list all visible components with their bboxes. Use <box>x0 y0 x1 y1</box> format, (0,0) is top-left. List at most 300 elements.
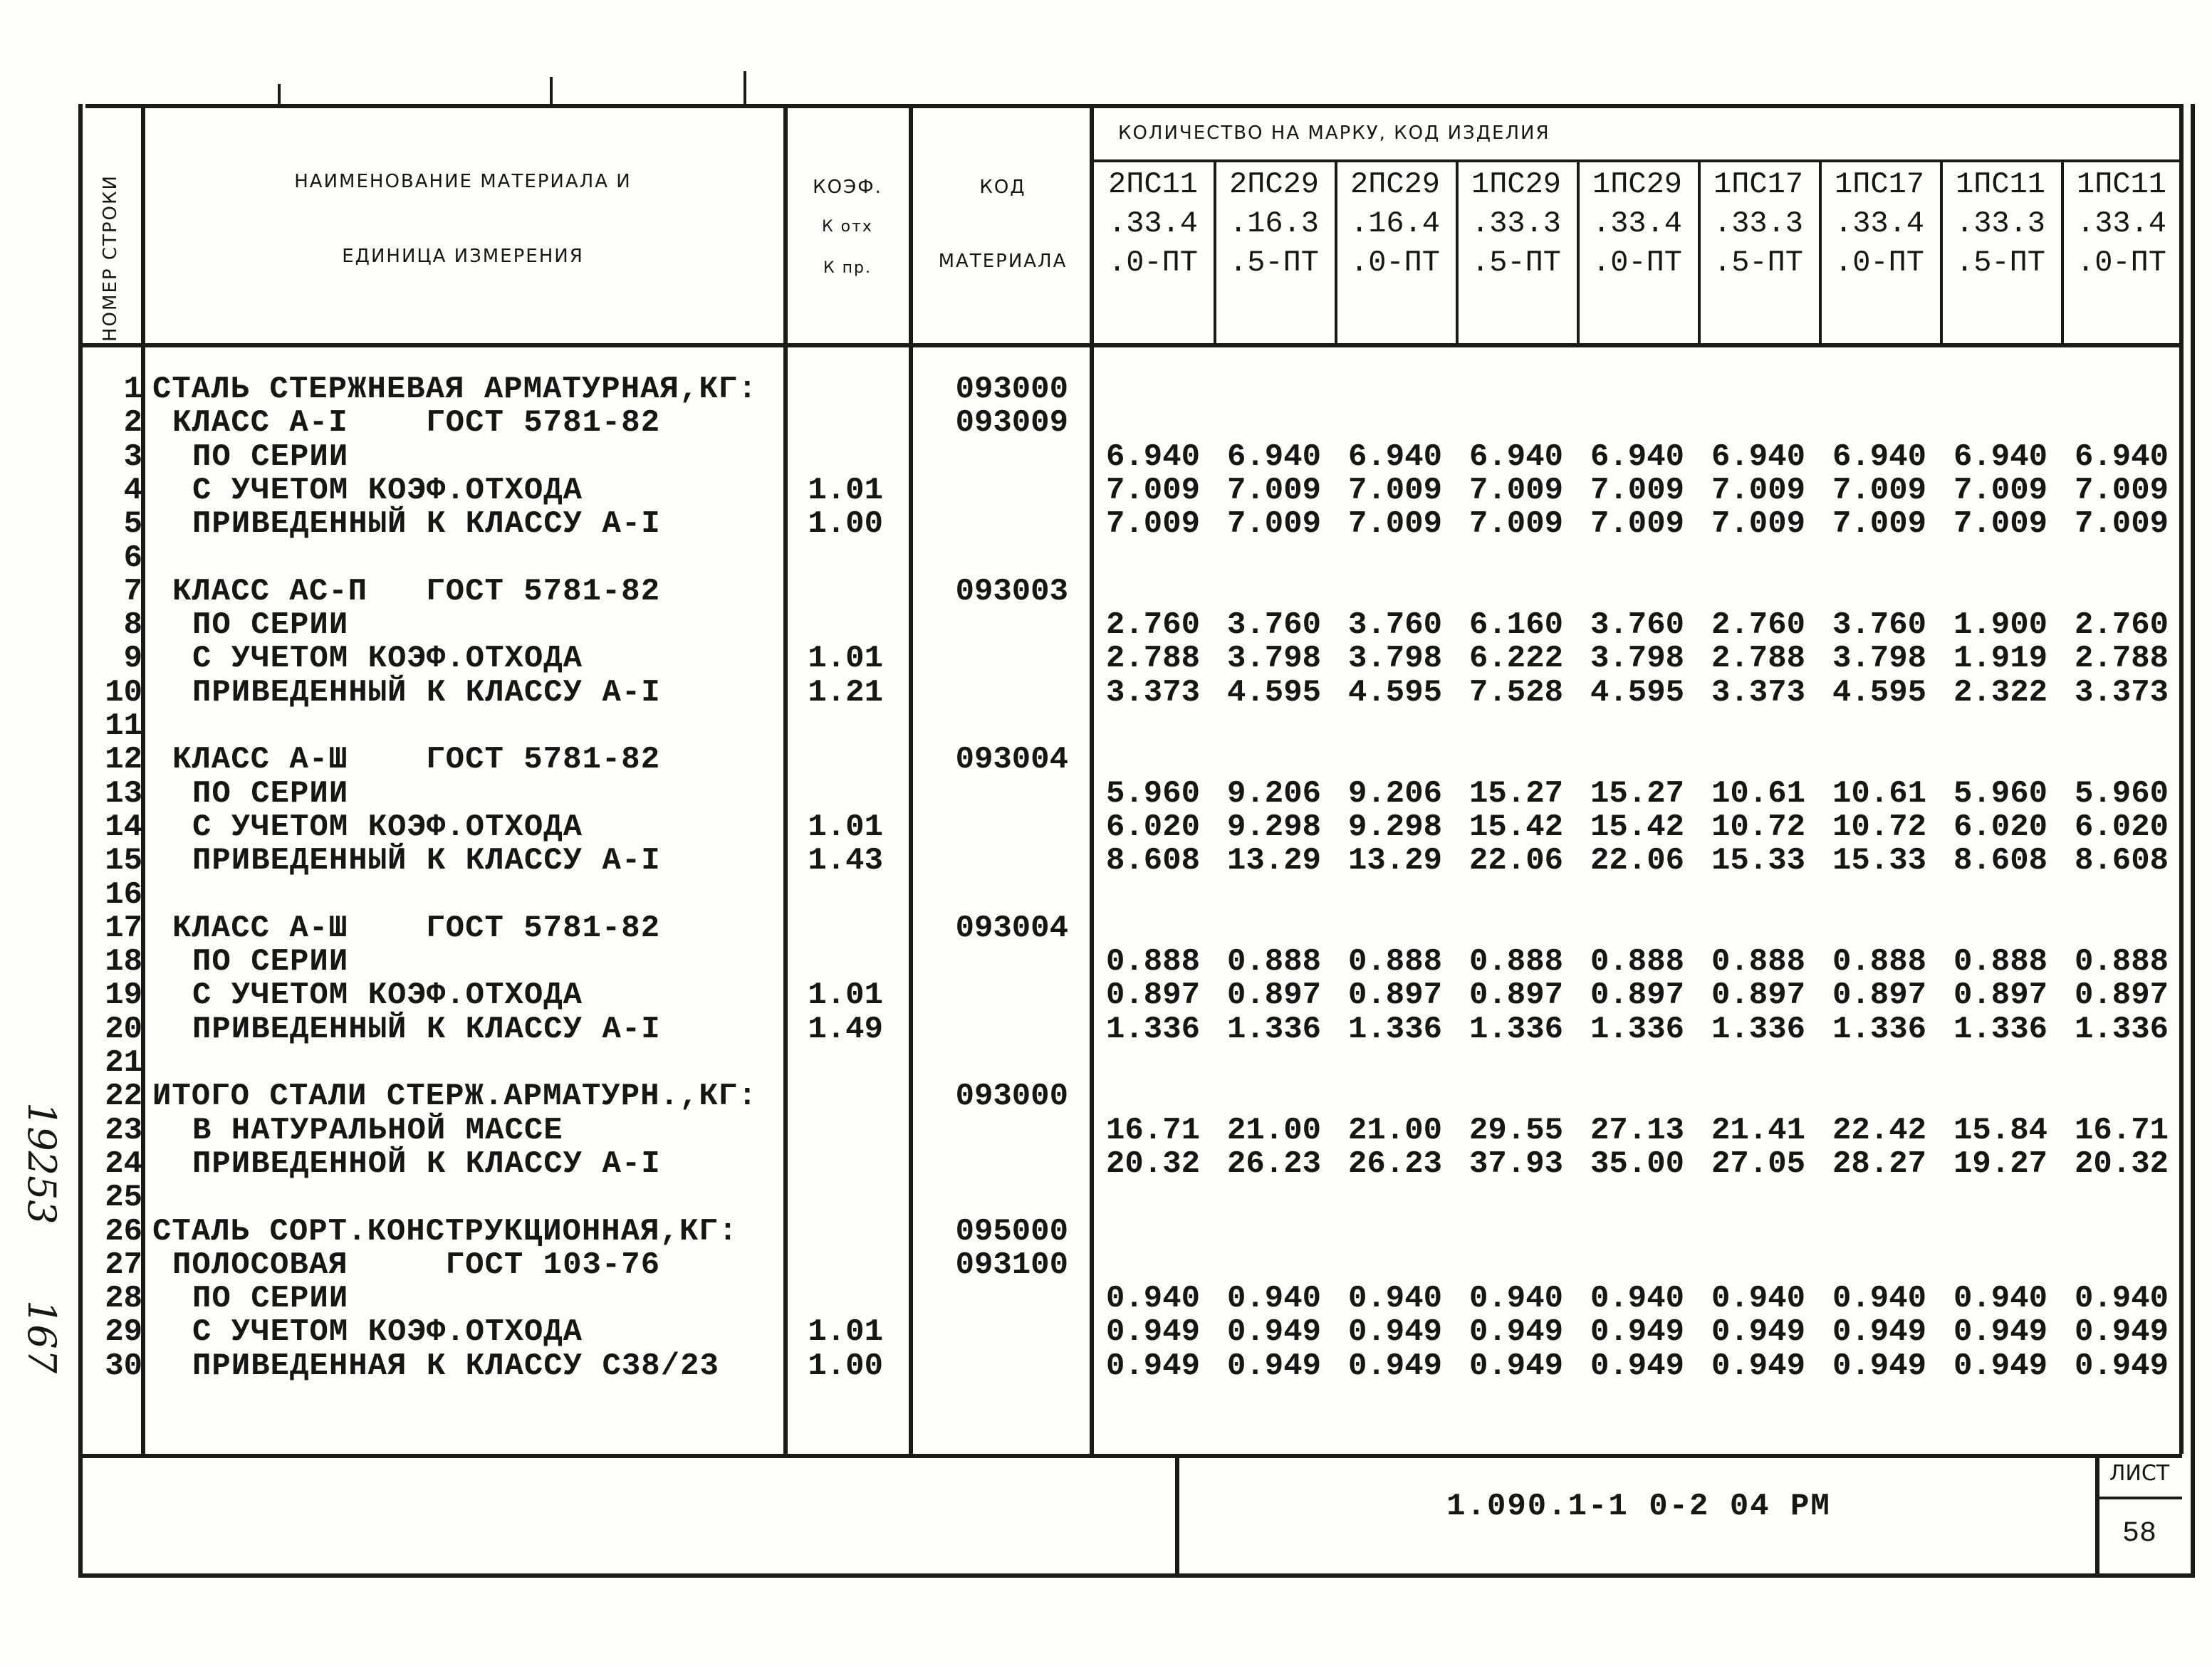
quantity-cell: 6.940 <box>1590 439 1685 475</box>
row-number: 1 <box>123 372 142 407</box>
quantity-cell: 6.222 <box>1468 641 1564 677</box>
quantity-cell: 21.41 <box>1711 1112 1806 1148</box>
material-name: ПОЛОСОВАЯ ГОСТ 103-76 <box>172 1247 661 1283</box>
product-code-line: .33.3 <box>1471 206 1562 241</box>
quantity-cell: 2.322 <box>1953 674 2048 711</box>
product-code-line: .33.4 <box>1834 206 1925 241</box>
row-number: 6 <box>123 540 142 576</box>
product-code-line: 1ПС11 <box>2076 167 2167 201</box>
quantity-cell: 0.949 <box>1590 1348 1685 1384</box>
quantity-cell: 0.897 <box>1468 978 1564 1014</box>
quantity-cell: 6.020 <box>1953 809 2048 845</box>
quantity-cell: 10.72 <box>1832 809 1927 845</box>
quantity-cell: 4.595 <box>1347 674 1443 711</box>
product-code-line: .33.3 <box>1713 206 1804 241</box>
sheet-label: ЛИСТ <box>2109 1461 2170 1486</box>
product-code-line: .0-ПТ <box>1350 246 1441 280</box>
quantity-cell: 0.940 <box>1711 1281 1806 1317</box>
product-code-line: 2ПС11 <box>1107 167 1199 201</box>
table-row <box>0 777 2212 811</box>
quantity-cell: 1.336 <box>1711 1011 1806 1047</box>
quantity-cell: 1.336 <box>1468 1011 1564 1047</box>
quantity-cell: 0.897 <box>1590 978 1685 1014</box>
row-number: 18 <box>105 944 142 980</box>
table-row <box>0 1080 2212 1114</box>
table-row <box>0 844 2212 878</box>
quantity-cell: 0.949 <box>1468 1348 1564 1384</box>
quantity-cell: 0.940 <box>2074 1281 2169 1317</box>
table-row <box>0 1316 2212 1349</box>
quantity-cell: 0.897 <box>1953 978 2048 1014</box>
material-code: 093000 <box>955 372 1068 407</box>
quantity-cell: 1.336 <box>2074 1011 2169 1047</box>
quantity-cell: 26.23 <box>1226 1146 1322 1182</box>
coefficient: 1.01 <box>808 1314 883 1351</box>
code-header-line1: КОД <box>979 177 1026 198</box>
row-number: 14 <box>105 809 142 845</box>
coef-header-line2: К отх <box>822 218 873 236</box>
quantity-cell: 1.336 <box>1953 1011 2048 1047</box>
quantity-cell: 8.608 <box>1105 843 1201 879</box>
quantity-cell: 2.760 <box>2074 607 2169 644</box>
page-mark: 167 <box>19 1300 64 1374</box>
table-row <box>0 542 2212 575</box>
coefficient: 1.21 <box>808 674 883 711</box>
table-row <box>0 407 2212 440</box>
quantity-cell: 1.900 <box>1953 607 2048 644</box>
table-row <box>0 1215 2212 1249</box>
table-row <box>0 1013 2212 1047</box>
quantity-cell: 3.760 <box>1347 607 1443 644</box>
material-name: ПРИВЕДЕННЫЙ К КЛАССУ А-I <box>192 674 661 711</box>
row-number-header: НОМЕР СТРОКИ <box>100 174 121 342</box>
quantity-cell: 9.298 <box>1226 809 1322 845</box>
quantity-cell: 22.06 <box>1590 843 1685 879</box>
inventory-number: 19253 <box>19 1102 64 1225</box>
quantity-cell: 0.940 <box>1105 1281 1201 1317</box>
quantity-cell: 3.760 <box>1832 607 1927 644</box>
quantity-cell: 35.00 <box>1590 1146 1685 1182</box>
quantity-cell: 2.788 <box>1105 641 1201 677</box>
product-code-header <box>1457 165 1575 343</box>
material-code: 093003 <box>955 573 1068 609</box>
coefficient: 1.00 <box>808 506 883 543</box>
product-code-line: .0-ПТ <box>1592 246 1683 280</box>
quantity-cell: 1.336 <box>1226 1011 1322 1047</box>
rule-sheet-box <box>2098 1497 2182 1499</box>
material-name: КЛАСС А-Ш ГОСТ 5781-82 <box>172 910 661 946</box>
row-number: 3 <box>123 439 142 475</box>
table-row <box>0 1114 2212 1148</box>
quantity-cell: 3.798 <box>1590 641 1685 677</box>
table-row <box>0 474 2212 508</box>
quantity-cell: 6.940 <box>1953 439 2048 475</box>
material-name: С УЧЕТОМ КОЭФ.ОТХОДА <box>192 641 583 677</box>
quantity-cell: 28.27 <box>1832 1146 1927 1182</box>
quantity-cell: 7.009 <box>1226 506 1322 543</box>
product-code-line: 1ПС29 <box>1592 167 1683 201</box>
row-number: 25 <box>105 1180 142 1216</box>
quantity-cell: 0.949 <box>1711 1314 1806 1351</box>
quantity-cell: 1.336 <box>1832 1011 1927 1047</box>
material-name: ПО СЕРИИ <box>192 439 349 475</box>
material-code: 093009 <box>955 405 1068 441</box>
product-code-line: 2ПС29 <box>1350 167 1441 201</box>
product-code-line: .5-ПТ <box>1955 246 2046 280</box>
quantity-cell: 6.940 <box>1711 439 1806 475</box>
quantity-cell: 15.33 <box>1711 843 1806 879</box>
quantity-cell: 0.888 <box>1468 944 1564 980</box>
material-name: С УЧЕТОМ КОЭФ.ОТХОДА <box>192 472 583 508</box>
quantity-cell: 2.788 <box>2074 641 2169 677</box>
quantity-cell: 21.00 <box>1347 1112 1443 1148</box>
coefficient: 1.43 <box>808 843 883 879</box>
product-code-header <box>1336 165 1454 343</box>
name-header-line1: НАИМЕНОВАНИЕ МАТЕРИАЛА И <box>294 171 632 192</box>
row-number: 30 <box>105 1348 142 1384</box>
row-number: 26 <box>105 1213 142 1250</box>
quantity-cell: 0.949 <box>1953 1348 2048 1384</box>
coefficient: 1.01 <box>808 472 883 508</box>
product-code-line: .5-ПТ <box>1228 246 1320 280</box>
table-row <box>0 609 2212 642</box>
quantity-cell: 22.42 <box>1832 1112 1927 1148</box>
coef-header-line3: К пр. <box>823 259 872 277</box>
product-code-header <box>1578 165 1696 343</box>
quantity-cell: 10.61 <box>1711 775 1806 812</box>
row-number: 19 <box>105 978 142 1014</box>
product-code-header <box>2062 165 2181 343</box>
product-code-line: .33.3 <box>1955 206 2046 241</box>
table-row <box>0 811 2212 844</box>
quantity-cell: 0.888 <box>2074 944 2169 980</box>
material-name: ПРИВЕДЕННЫЙ К КЛАССУ А-I <box>192 843 661 879</box>
quantity-cell: 0.949 <box>1105 1314 1201 1351</box>
quantity-cell: 2.760 <box>1711 607 1806 644</box>
material-name: КЛАСС АС-П ГОСТ 5781-82 <box>172 573 661 609</box>
quantity-cell: 7.009 <box>1590 506 1685 543</box>
material-name: ПО СЕРИИ <box>192 775 349 812</box>
quantity-cell: 16.71 <box>1105 1112 1201 1148</box>
quantity-cell: 4.595 <box>1832 674 1927 711</box>
material-code: 095000 <box>955 1213 1068 1250</box>
quantity-cell: 27.13 <box>1590 1112 1685 1148</box>
quantity-cell: 7.528 <box>1468 674 1564 711</box>
quantity-cell: 3.760 <box>1226 607 1322 644</box>
material-name: ПО СЕРИИ <box>192 944 349 980</box>
quantity-cell: 1.336 <box>1347 1011 1443 1047</box>
quantity-cell: 37.93 <box>1468 1146 1564 1182</box>
product-code-line: .5-ПТ <box>1713 246 1804 280</box>
product-code-line: .0-ПТ <box>1107 246 1199 280</box>
coefficient: 1.49 <box>808 1011 883 1047</box>
quantity-cell: 0.897 <box>1832 978 1927 1014</box>
quantity-cell: 21.00 <box>1226 1112 1322 1148</box>
quantity-cell: 8.608 <box>1953 843 2048 879</box>
quantity-cell: 15.42 <box>1590 809 1685 845</box>
quantity-cell: 9.298 <box>1347 809 1443 845</box>
row-number: 4 <box>123 472 142 508</box>
product-code-line: .33.4 <box>1592 206 1683 241</box>
quantity-cell: 7.009 <box>1347 472 1443 508</box>
quantity-cell: 0.949 <box>1105 1348 1201 1384</box>
material-name: С УЧЕТОМ КОЭФ.ОТХОДА <box>192 978 583 1014</box>
name-header-line2: ЕДИНИЦА ИЗМЕРЕНИЯ <box>342 246 584 267</box>
quantity-cell: 9.206 <box>1226 775 1322 812</box>
row-number: 29 <box>105 1314 142 1351</box>
quantity-cell: 0.897 <box>1105 978 1201 1014</box>
quantity-cell: 3.373 <box>1711 674 1806 711</box>
row-number: 23 <box>105 1112 142 1148</box>
quantity-cell: 0.949 <box>1226 1314 1322 1351</box>
quantity-cell: 0.949 <box>2074 1348 2169 1384</box>
rule-qty-header <box>1094 159 2181 162</box>
product-code-line: 1ПС11 <box>1955 167 2046 201</box>
quantity-cell: 26.23 <box>1347 1146 1443 1182</box>
product-code-line: 1ПС17 <box>1834 167 1925 201</box>
table-row <box>0 441 2212 474</box>
quantity-cell: 0.949 <box>1832 1348 1927 1384</box>
quantity-cell: 7.009 <box>2074 506 2169 543</box>
quantity-cell: 0.949 <box>1711 1348 1806 1384</box>
table-row <box>0 1282 2212 1316</box>
table-row <box>0 1047 2212 1080</box>
product-code-line: .16.4 <box>1350 206 1441 241</box>
quantity-cell: 0.949 <box>2074 1314 2169 1351</box>
quantity-cell: 7.009 <box>1832 506 1927 543</box>
quantity-cell: 0.897 <box>1711 978 1806 1014</box>
quantity-cell: 27.05 <box>1711 1146 1806 1182</box>
quantity-cell: 0.949 <box>1347 1314 1443 1351</box>
quantity-cell: 0.888 <box>1347 944 1443 980</box>
table-row <box>0 876 2212 913</box>
table-row <box>0 508 2212 541</box>
quantity-cell: 19.27 <box>1953 1146 2048 1182</box>
row-number: 22 <box>105 1079 142 1115</box>
quantity-cell: 0.940 <box>1226 1281 1322 1317</box>
quantity-cell: 7.009 <box>1105 506 1201 543</box>
quantity-cell: 7.009 <box>1226 472 1322 508</box>
material-code: 093100 <box>955 1247 1068 1283</box>
product-code-line: 1ПС29 <box>1471 167 1562 201</box>
quantity-cell: 0.949 <box>1226 1348 1322 1384</box>
row-number: 11 <box>105 708 142 744</box>
material-name: ПРИВЕДЕННАЯ К КЛАССУ С38/23 <box>192 1348 719 1384</box>
table-row <box>0 575 2212 609</box>
material-name: СТАЛЬ СОРТ.КОНСТРУКЦИОННАЯ,КГ: <box>152 1213 739 1250</box>
quantity-cell: 13.29 <box>1226 843 1322 879</box>
product-code-header <box>1699 165 1817 343</box>
table-row <box>0 1181 2212 1215</box>
table-row <box>0 642 2212 676</box>
quantity-cell: 0.888 <box>1590 944 1685 980</box>
quantity-cell: 4.595 <box>1590 674 1685 711</box>
row-number: 12 <box>105 742 142 778</box>
quantity-cell: 7.009 <box>1953 472 2048 508</box>
row-number: 20 <box>105 1011 142 1047</box>
quantity-cell: 2.788 <box>1711 641 1806 677</box>
quantity-cell: 6.020 <box>2074 809 2169 845</box>
quantity-cell: 22.06 <box>1468 843 1564 879</box>
quantity-cell: 5.960 <box>2074 775 2169 812</box>
row-number: 16 <box>105 876 142 913</box>
quantity-cell: 5.960 <box>1953 775 2048 812</box>
material-name: ПРИВЕДЕННЫЙ К КЛАССУ А-I <box>192 506 661 543</box>
coef-header-line1: КОЭФ. <box>813 177 882 198</box>
quantity-cell: 6.020 <box>1105 809 1201 845</box>
quantity-cell: 6.940 <box>1468 439 1564 475</box>
coefficient: 1.01 <box>808 978 883 1014</box>
quantity-cell: 0.949 <box>1347 1348 1443 1384</box>
material-name: ПО СЕРИИ <box>192 607 349 644</box>
quantity-cell: 6.940 <box>1105 439 1201 475</box>
quantity-cell: 3.798 <box>1347 641 1443 677</box>
quantity-cell: 10.61 <box>1832 775 1927 812</box>
border-tick <box>278 84 281 105</box>
quantity-cell: 0.897 <box>1226 978 1322 1014</box>
product-code-line: .33.4 <box>2076 206 2167 241</box>
quantity-cell: 0.949 <box>1832 1314 1927 1351</box>
product-code-line: .0-ПТ <box>2076 246 2167 280</box>
table-row <box>0 912 2212 945</box>
material-name: С УЧЕТОМ КОЭФ.ОТХОДА <box>192 809 583 845</box>
quantity-cell: 8.608 <box>2074 843 2169 879</box>
material-name: В НАТУРАЛЬНОЙ МАССЕ <box>192 1112 563 1148</box>
quantity-cell: 3.373 <box>1105 674 1201 711</box>
quantity-cell: 0.949 <box>1590 1314 1685 1351</box>
sheet-number: 58 <box>2122 1518 2156 1550</box>
quantity-cell: 3.798 <box>1226 641 1322 677</box>
table-row <box>0 1350 2212 1383</box>
row-number: 27 <box>105 1247 142 1283</box>
quantity-cell: 0.949 <box>1468 1314 1564 1351</box>
quantity-cell: 7.009 <box>1105 472 1201 508</box>
table-row <box>0 676 2212 710</box>
border-tick <box>550 77 553 105</box>
product-code-line: 2ПС29 <box>1228 167 1320 201</box>
row-number: 21 <box>105 1045 142 1081</box>
quantity-cell: 7.009 <box>1468 506 1564 543</box>
product-code-header <box>1941 165 2060 343</box>
table-row <box>0 710 2212 743</box>
quantity-cell: 3.760 <box>1590 607 1685 644</box>
product-code-header <box>1215 165 1333 343</box>
quantity-cell: 15.27 <box>1468 775 1564 812</box>
material-name: ИТОГО СТАЛИ СТЕРЖ.АРМАТУРН.,КГ: <box>152 1079 758 1115</box>
row-number: 24 <box>105 1146 142 1182</box>
quantity-cell: 7.009 <box>2074 472 2169 508</box>
quantity-cell: 0.888 <box>1226 944 1322 980</box>
document-code: 1.090.1-1 0-2 04 РМ <box>1446 1489 1831 1524</box>
quantity-cell: 7.009 <box>1711 506 1806 543</box>
quantity-cell: 0.897 <box>1347 978 1443 1014</box>
row-number: 9 <box>123 641 142 677</box>
quantity-cell: 7.009 <box>1832 472 1927 508</box>
coefficient: 1.01 <box>808 641 883 677</box>
quantity-cell: 7.009 <box>1953 506 2048 543</box>
quantity-cell: 15.84 <box>1953 1112 2048 1148</box>
material-code: 093000 <box>955 1079 1068 1115</box>
product-code-line: .16.3 <box>1228 206 1320 241</box>
quantity-cell: 13.29 <box>1347 843 1443 879</box>
quantity-cell: 3.373 <box>2074 674 2169 711</box>
row-number: 28 <box>105 1281 142 1317</box>
quantity-cell: 5.960 <box>1105 775 1201 812</box>
product-code-header <box>1820 165 1939 343</box>
quantity-cell: 7.009 <box>1468 472 1564 508</box>
quantity-cell: 0.940 <box>1590 1281 1685 1317</box>
quantity-cell: 6.160 <box>1468 607 1564 644</box>
quantity-cell: 0.940 <box>1468 1281 1564 1317</box>
qty-header: КОЛИЧЕСТВО НА МАРКУ, КОД ИЗДЕЛИЯ <box>1118 122 1550 144</box>
quantity-cell: 0.940 <box>1347 1281 1443 1317</box>
quantity-cell: 6.940 <box>1347 439 1443 475</box>
material-name: С УЧЕТОМ КОЭФ.ОТХОДА <box>192 1314 583 1351</box>
row-number: 5 <box>123 506 142 543</box>
material-code: 093004 <box>955 742 1068 778</box>
quantity-cell: 0.888 <box>1953 944 2048 980</box>
product-code-header <box>1094 165 1212 343</box>
quantity-cell: 15.33 <box>1832 843 1927 879</box>
quantity-cell: 0.940 <box>1832 1281 1927 1317</box>
row-number: 13 <box>105 775 142 812</box>
quantity-cell: 0.888 <box>1105 944 1201 980</box>
quantity-cell: 7.009 <box>1711 472 1806 508</box>
quantity-cell: 6.940 <box>1226 439 1322 475</box>
material-name: СТАЛЬ СТЕРЖНЕВАЯ АРМАТУРНАЯ,КГ: <box>152 372 758 407</box>
product-code-line: .33.4 <box>1107 206 1199 241</box>
table-row <box>0 373 2212 407</box>
table-row <box>0 1148 2212 1181</box>
quantity-cell: 7.009 <box>1590 472 1685 508</box>
rule-header-bottom <box>78 343 2182 347</box>
quantity-cell: 4.595 <box>1226 674 1322 711</box>
table-row <box>0 743 2212 777</box>
coefficient: 1.00 <box>808 1348 883 1384</box>
material-name: КЛАСС А-I ГОСТ 5781-82 <box>172 405 661 441</box>
quantity-cell: 0.949 <box>1953 1314 2048 1351</box>
material-name: КЛАСС А-Ш ГОСТ 5781-82 <box>172 742 661 778</box>
row-number: 17 <box>105 910 142 946</box>
quantity-cell: 0.897 <box>2074 978 2169 1014</box>
row-number: 7 <box>123 573 142 609</box>
row-number: 15 <box>105 843 142 879</box>
code-header-line2: МАТЕРИАЛА <box>938 251 1068 272</box>
product-code-line: 1ПС17 <box>1713 167 1804 201</box>
quantity-cell: 0.888 <box>1832 944 1927 980</box>
quantity-cell: 29.55 <box>1468 1112 1564 1148</box>
row-number: 2 <box>123 405 142 441</box>
quantity-cell: 1.336 <box>1590 1011 1685 1047</box>
table-row <box>0 945 2212 979</box>
border-tick <box>744 71 746 105</box>
table-row <box>0 1249 2212 1282</box>
quantity-cell: 1.336 <box>1105 1011 1201 1047</box>
quantity-cell: 1.919 <box>1953 641 2048 677</box>
quantity-cell: 16.71 <box>2074 1112 2169 1148</box>
quantity-cell: 9.206 <box>1347 775 1443 812</box>
quantity-cell: 20.32 <box>1105 1146 1201 1182</box>
product-code-line: .5-ПТ <box>1471 246 1562 280</box>
quantity-cell: 6.940 <box>2074 439 2169 475</box>
quantity-cell: 3.798 <box>1832 641 1927 677</box>
quantity-cell: 2.760 <box>1105 607 1201 644</box>
row-number: 10 <box>105 674 142 711</box>
quantity-cell: 0.888 <box>1711 944 1806 980</box>
quantity-cell: 6.940 <box>1832 439 1927 475</box>
material-name: ПРИВЕДЕННОЙ К КЛАССУ А-I <box>192 1146 661 1182</box>
quantity-cell: 15.27 <box>1590 775 1685 812</box>
